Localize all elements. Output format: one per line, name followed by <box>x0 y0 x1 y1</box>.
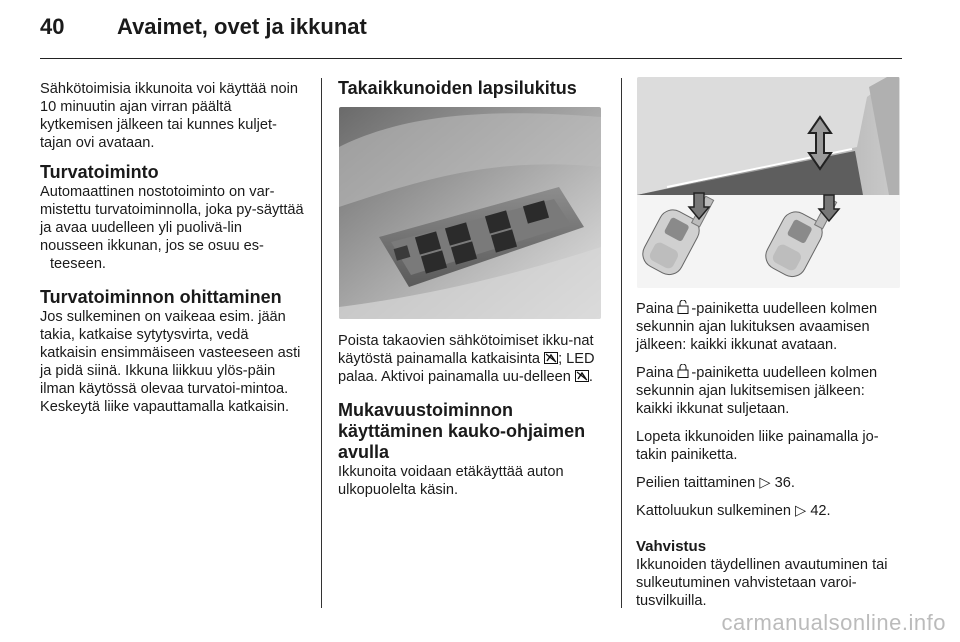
page-number: 40 <box>40 14 65 39</box>
childlock-paragraph-1: Poista takaovien sähkötoimiset ikku-nat käytöstä painamalla katkaisinta <box>338 333 594 367</box>
column-2 <box>338 78 606 99</box>
remote-key-figure <box>637 77 900 288</box>
column-1 <box>40 80 305 426</box>
column-3 <box>636 300 904 620</box>
header-rule <box>40 58 902 59</box>
unlock-padlock-icon <box>677 300 691 312</box>
comfort-paragraph: Ikkunoita voidaan etäkäyttää auton ulkopuolelta käsin. <box>338 464 564 498</box>
column-divider-2 <box>621 78 622 608</box>
childlock-paragraph-3: . <box>588 369 593 385</box>
childlock-paragraph-2: ; LED palaa. Aktivoi painamalla uu-delleen <box>338 351 595 385</box>
open-paragraph: -painiketta uudelleen kolmen sekunnin ajan lukituksen avaamisen jälkeen: kaikki ikkunat avataan. <box>636 301 878 353</box>
override-paragraph: Jos sulkeminen on vaikeaa esim. jään takia, katkaise sytytysvirta, vedä katkaisin ensimmäiseen vasteeseen asti ja pidä siinä. Ikkuna liikkuu ylös-päin ilman käytössä olevaa turvatoi-mintoa. Keskeytä liike vapauttamalla katkaisin. <box>40 309 301 415</box>
safety-paragraph-end: teeseen. <box>50 256 106 272</box>
door-switch-figure <box>339 107 601 319</box>
close-paragraph-prefix: Paina <box>636 365 674 381</box>
column-2-body <box>338 332 606 509</box>
heading-childlock: Takaikkunoiden lapsilukitus <box>338 78 577 98</box>
page-reference-arrow-icon: ▷ <box>759 475 771 491</box>
sunroof-ref-text: Kattoluukun sulkeminen <box>636 503 791 519</box>
page-reference-arrow-icon: ▷ <box>795 503 807 519</box>
mirrors-ref-text: Peilien taittaminen <box>636 475 756 491</box>
sunroof-ref-link[interactable]: 42. <box>810 503 831 519</box>
open-paragraph-prefix: Paina <box>636 301 674 317</box>
stop-paragraph: Lopeta ikkunoiden liike painamalla jo-takin painiketta. <box>636 429 879 463</box>
safety-paragraph: Automaattinen nostotoiminto on var-mistettu turvatoiminnolla, joka py-säyttää ja avaa uudelleen yli puolivä-lin nousseen ikkunan, jos se osuu es- <box>40 184 304 254</box>
heading-safety: Turvatoiminto <box>40 162 159 182</box>
column-divider-1 <box>321 78 322 608</box>
page-title: Avaimet, ovet ja ikkunat <box>117 14 367 39</box>
watermark: carmanualsonline.info <box>721 610 946 635</box>
child-lock-switch-icon <box>575 369 589 381</box>
heading-override: Turvatoiminnon ohittaminen <box>40 287 282 307</box>
heading-comfort: Mukavuustoiminnon käyttäminen kauko-ohjaimen avulla <box>338 400 586 462</box>
lock-padlock-icon <box>677 364 691 376</box>
mirrors-ref-link[interactable]: 36. <box>774 475 795 491</box>
intro-paragraph: Sähkötoimisia ikkunoita voi käyttää noin 10 minuutin ajan virran päältä kytkemisen jälkeen tai kunnes kuljet-tajan ovi avataan. <box>40 81 298 151</box>
confirm-paragraph: Ikkunoiden täydellinen avautuminen tai sulkeutuminen vahvistetaan varoi-tusvilkuilla. <box>636 557 888 609</box>
heading-confirm: Vahvistus <box>636 538 707 555</box>
child-lock-switch-icon <box>544 351 558 363</box>
close-paragraph: -painiketta uudelleen kolmen sekunnin ajan lukitsemisen jälkeen: kaikki ikkunat suljetaan. <box>636 365 878 417</box>
